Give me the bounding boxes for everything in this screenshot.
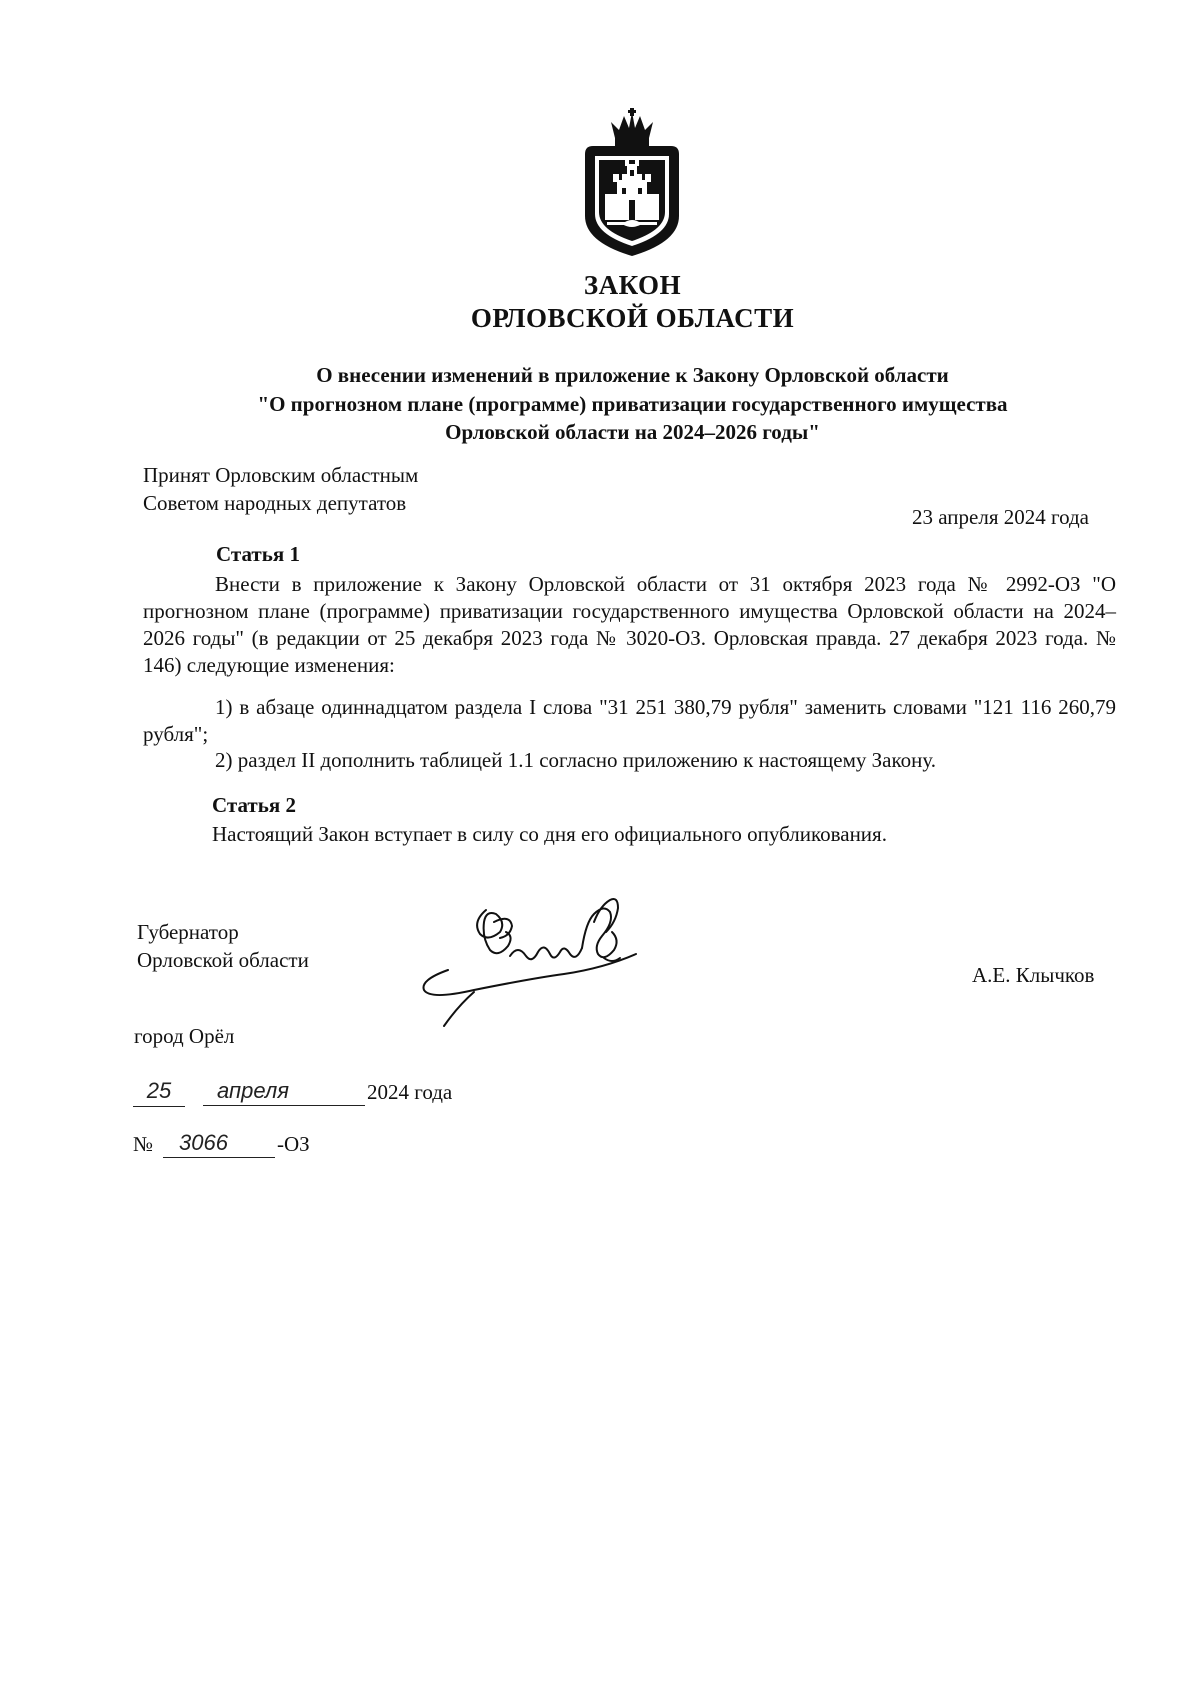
signatory-position-line-1: Губернатор: [137, 920, 239, 944]
adoption-date: 23 апреля 2024 года: [912, 505, 1089, 529]
region-title: ОРЛОВСКОЙ ОБЛАСТИ: [470, 303, 795, 333]
article-1-paragraph: Внести в приложение к Закону Орловской области от 31 октября 2023 года № 2992-ОЗ "О прогнозном плане (программе) приватизации государственного имущества Орловской области на 2024–2026 годы" (в редакции от 25 декабря 2023 года № 3020-ОЗ. Орловская правда. 27 декабря 2023 года. № 146) следующие изменения:: [143, 572, 1116, 677]
adopted-by-line-2: Советом народных депутатов: [143, 491, 407, 515]
signing-date-line: [133, 1078, 493, 1108]
handwritten-signature-icon: [414, 892, 644, 1032]
law-subject-line-2: "О прогнозном плане (программе) приватизации государственного имущества: [257, 392, 1008, 416]
law-subject-line-3: Орловской области на 2024–2026 годы": [445, 420, 820, 444]
article-1-item-1-text: 1) в абзаце одиннадцатом раздела I слова "31 251 380,79 рубля" заменить словами "121 116 260,79 рубля";: [143, 695, 1116, 746]
law-number: 3066: [163, 1130, 275, 1158]
adopted-by-line-1: Принят Орловским областным: [143, 463, 419, 487]
coat-of-arms-icon: [577, 108, 687, 258]
signing-day: 25: [133, 1078, 185, 1107]
law-number-line: [133, 1130, 393, 1160]
signatory-position-line-2: Орловской области: [137, 948, 309, 972]
article-1-item-2: 2) раздел II дополнить таблицей 1.1 согласно приложению к настоящему Закону.: [215, 748, 937, 772]
article-2-heading: Статья 2: [212, 793, 296, 817]
signatory-name: А.Е. Клычков: [972, 963, 1095, 987]
city-of-signing: город Орёл: [134, 1024, 235, 1048]
article-1-heading: Статья 1: [216, 542, 300, 566]
document-type-title: ЗАКОН: [583, 270, 682, 300]
number-sign: №: [133, 1132, 154, 1156]
law-number-suffix: -ОЗ: [277, 1132, 310, 1156]
signing-year: 2024 года: [367, 1080, 453, 1104]
article-2-body: Настоящий Закон вступает в силу со дня его официального опубликования.: [212, 822, 887, 846]
article-1-body: [143, 571, 1116, 679]
law-subject-line-1: О внесении изменений в приложение к Закону Орловской области: [316, 363, 949, 387]
signing-month: апреля: [203, 1078, 365, 1106]
article-1-item-1: [143, 694, 1116, 748]
